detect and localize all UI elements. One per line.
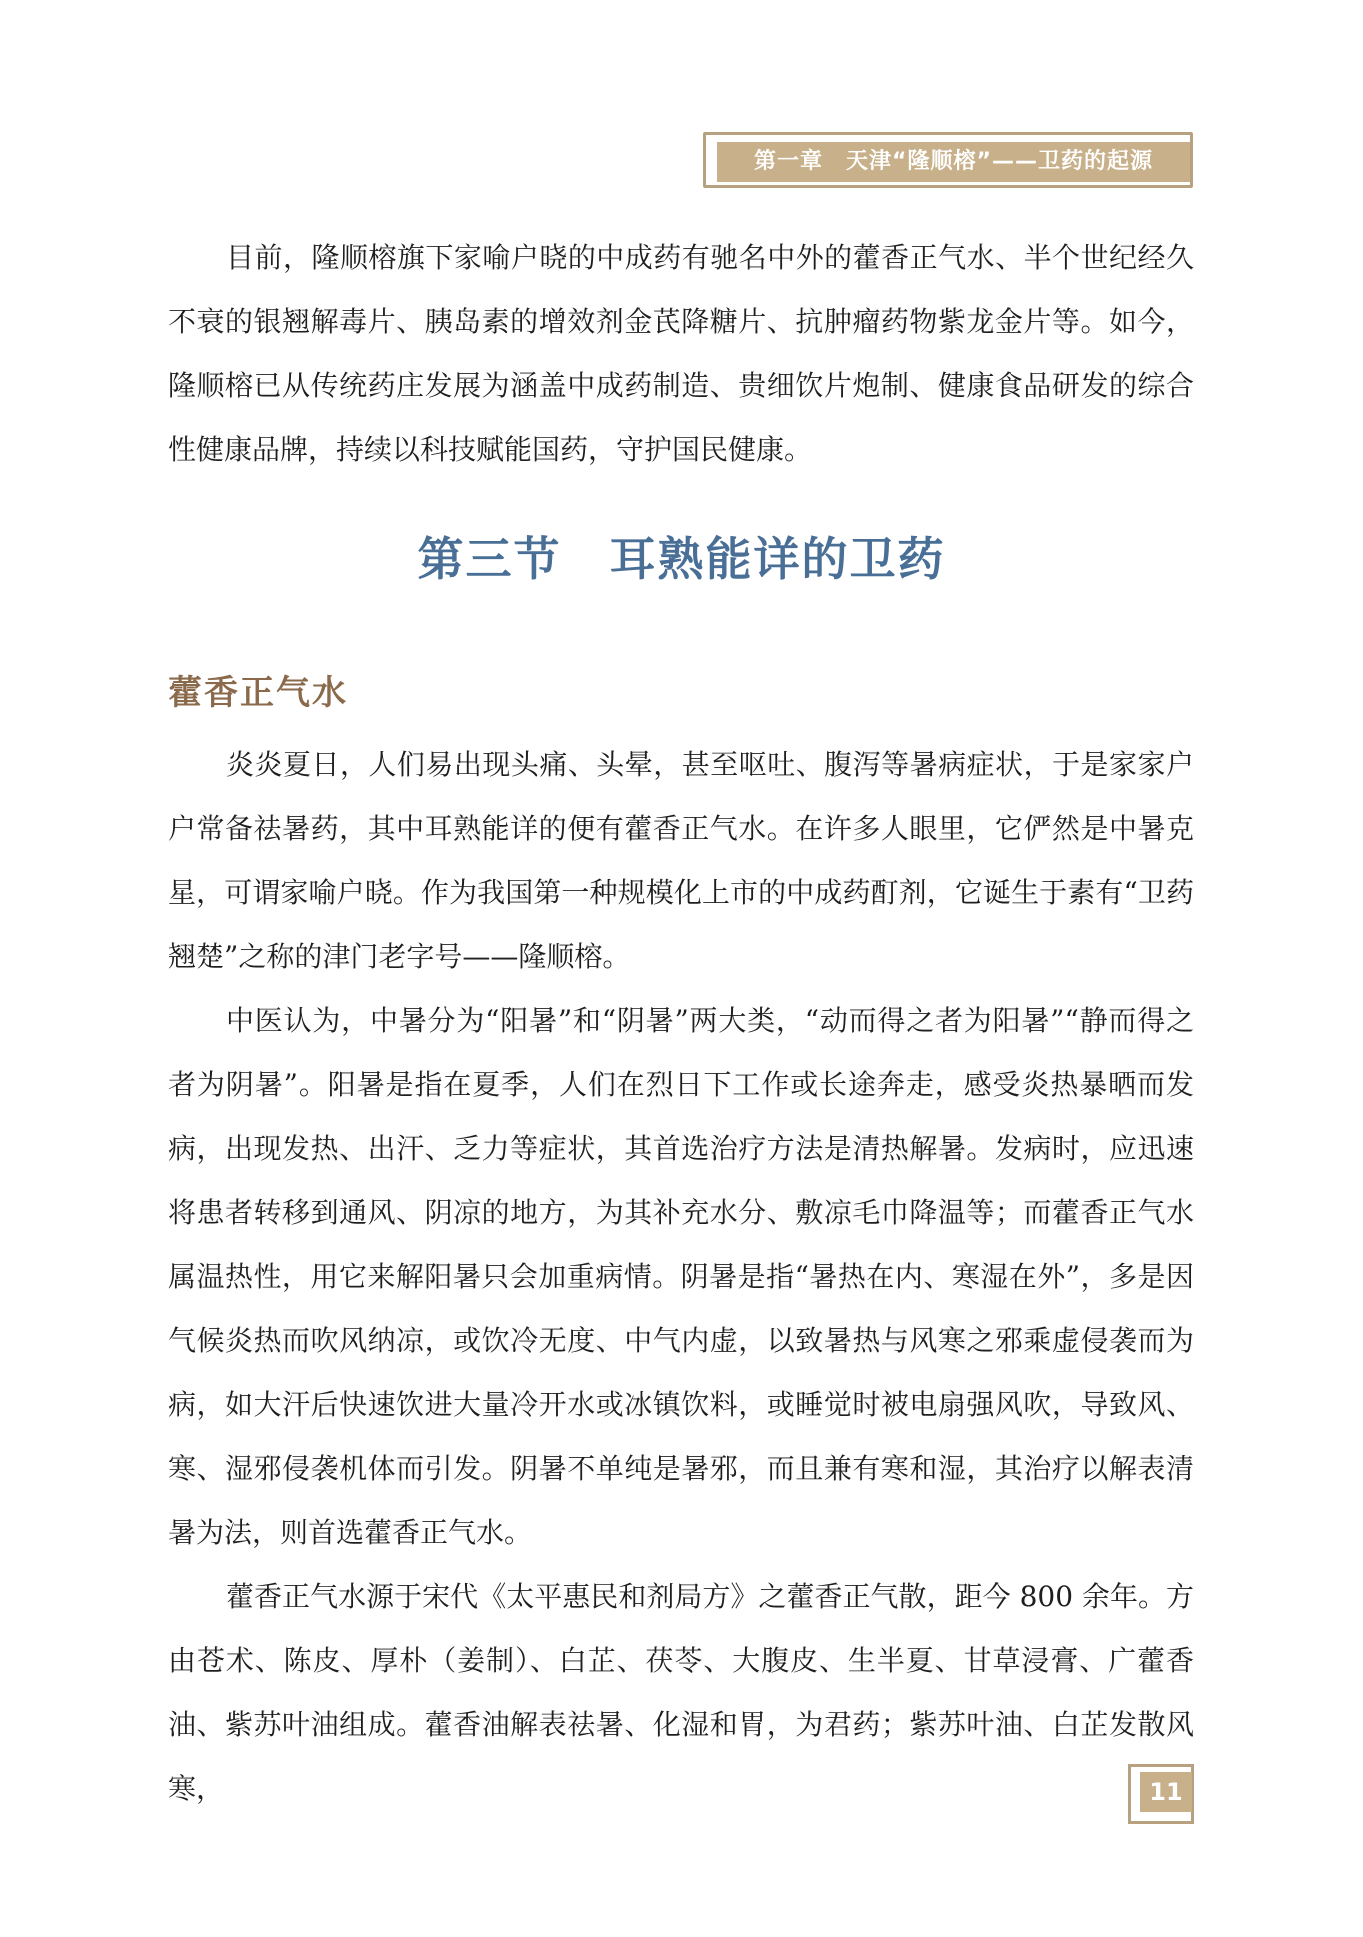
intro-block bbox=[168, 226, 1194, 482]
page-number-box bbox=[1128, 1764, 1194, 1824]
running-header bbox=[703, 132, 1193, 188]
page-number: 11 bbox=[1140, 1772, 1192, 1812]
chapter-title: 第一章 天津“隆顺榕”——卫药的起源 bbox=[754, 149, 1153, 174]
body-paragraph: 中医认为，中暑分为“阳暑”和“阴暑”两大类，“动而得之者为阳暑”“静而得之者为阴暑”。阳暑是指在夏季，人们在烈日下工作或长途奔走，感受炎热暴晒而发病，出现发热、出汗、乏力等症状，其首选治疗方法是清热解暑。发病时，应迅速将患者转移到通风、阴凉的地方，为其补充水分、敷凉毛巾降温等；而藿香正气水属温热性，用它来解阳暑只会加重病情。阴暑是指“暑热在内、寒湿在外”，多是因气候炎热而吹风纳凉，或饮冷无度、中气内虚，以致暑热与风寒之邪乘虚侵袭而为病，如大汗后快速饮进大量冷开水或冰镇饮料，或睡觉时被电扇强风吹，导致风、寒、湿邪侵袭机体而引发。阴暑不单纯是暑邪，而且兼有寒和湿，其治疗以解表清暑为法，则首选藿香正气水。 bbox=[168, 1004, 1194, 1549]
body-paragraph: 炎炎夏日，人们易出现头痛、头晕，甚至呕吐、腹泻等暑病症状，于是家家户户常备祛暑药，其中耳熟能详的便有藿香正气水。在许多人眼里，它俨然是中暑克星，可谓家喻户晓。作为我国第一种规模化上市的中成药酊剂，它诞生于素有“卫药翘楚”之称的津门老字号——隆顺榕。 bbox=[168, 748, 1194, 973]
body-paragraph: 藿香正气水源于宋代《太平惠民和剂局方》之藿香正气散，距今 800 余年。方由苍术、陈皮、厚朴（姜制）、白芷、茯苓、大腹皮、生半夏、甘草浸膏、广藿香油、紫苏叶油组成。藿香油解表祛暑、化湿和胃，为君药；紫苏叶油、白芷发散风寒， bbox=[168, 1580, 1194, 1805]
subsection-title: 藿香正气水 bbox=[168, 673, 348, 713]
section-title: 第三节 耳熟能详的卫药 bbox=[417, 532, 946, 586]
body-block bbox=[168, 733, 1194, 1821]
intro-paragraph: 目前，隆顺榕旗下家喻户晓的中成药有驰名中外的藿香正气水、半个世纪经久不衰的银翘解毒片、胰岛素的增效剂金芪降糖片、抗肿瘤药物紫龙金片等。如今，隆顺榕已从传统药庄发展为涵盖中成药制造、贵细饮片炮制、健康食品研发的综合性健康品牌，持续以科技赋能国药，守护国民健康。 bbox=[168, 241, 1194, 466]
